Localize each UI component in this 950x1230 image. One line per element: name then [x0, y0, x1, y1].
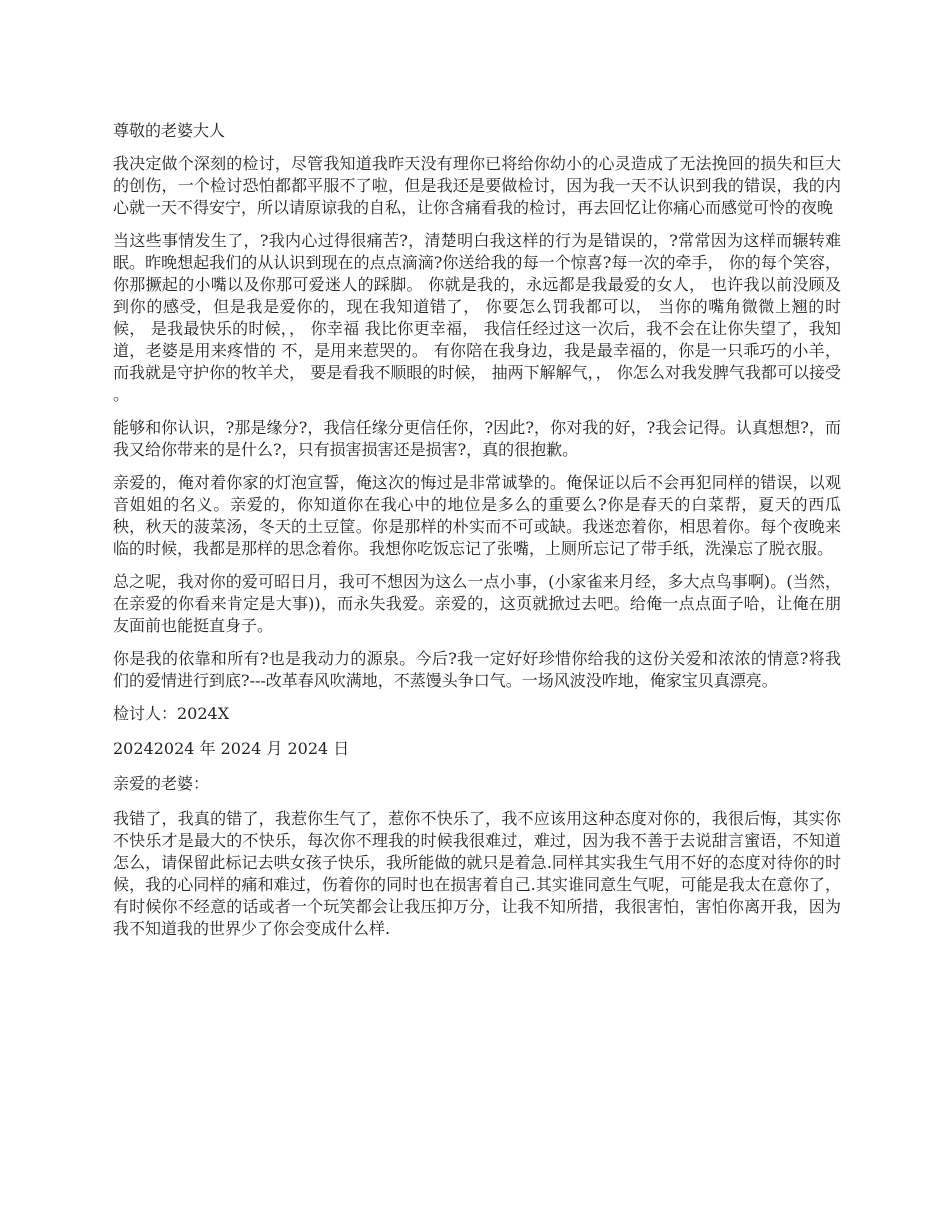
- date: 20242024 年 2024 月 2024 日: [113, 739, 350, 758]
- paragraph-4: 亲爱的，俺对着你家的灯泡宣誓，俺这次的悔过是非常诚挚的。俺保证以后不会再犯同样的错误，以观音姐姐的名义。亲爱的，你知道你在我心中的地位是多么的重要么?你是春天的白菜帮，夏天的西瓜秧，秋天的菠菜汤，冬天的土豆筐。你是那样的朴实而不可或缺。我迷恋着你，相思着你。每个夜晚来临的时候，我都是那样的思念着你。我想你吃饭忘记了张嘴，上厕所忘记了带手纸，洗澡忘了脱衣服。: [113, 473, 841, 558]
- paragraph-2: 当这些事情发生了，?我内心过得很痛苦?，清楚明白我这样的行为是错误的，?常常因为这样而辗转难眠。昨晚想起我们的从认识到现在的点点滴滴?你送给我的每一个惊喜?每一次的牵手， 你的每个笑容， 你那撅起的小嘴以及你那可爱迷人的踩脚。 你就是我的，永远都是我最爱的女人， 也许我以前没顾及到你的感受，但是我是爱你的，现在我知道错了， 你要怎么罚我都可以， 当你的嘴角微微上翘的时候， 是我最快乐的时候，， 你幸福 我比你更幸福， 我信任经过这一次后，我不会在让你失望了，我知道，老婆是用来疼惜的 不，是用来惹哭的。 有你陪在我身边，我是最幸福的，你是一只乖巧的小羊，而我就是守护你的牧羊犬， 要是看我不顺眼的时候， 抽两下解解气，， 你怎么对我发脾气我都可以接受 。: [113, 231, 841, 404]
- paragraph-3: 能够和你认识，?那是缘分?，我信任缘分更信任你，?因此?，你对我的好，?我会记得。认真想想?，而我又给你带来的是什么?，只有损害损害还是损害?，真的很抱歉。: [113, 418, 841, 459]
- greeting-2: 亲爱的老婆：: [113, 774, 210, 793]
- paragraph-6: 你是我的依靠和所有?也是我动力的源泉。今后?我一定好好珍惜你给我的这份关爱和浓浓的情意?将我们的爱情进行到底?---改革春风吹满地，不蒸馒头争口气。一场风波没咋地，俺家宝贝真漂亮。: [113, 649, 841, 690]
- paragraph-1: 我决定做个深刻的检讨，尽管我知道我昨天没有理你已将给你幼小的心灵造成了无法挽回的损失和巨大的创伤，一个检讨恐怕都都平服不了啦，但是我还是要做检讨，因为我一天不认识到我的错误，我的内心就一天不得安宁，所以请原谅我的自私，让你含痛看我的检讨，再去回忆让你痛心而感觉可怜的夜晚: [113, 154, 841, 217]
- greeting: 尊敬的老婆大人: [113, 121, 226, 140]
- signature: 检讨人：2024X: [113, 704, 230, 723]
- document-page: [113, 120, 841, 951]
- paragraph-7: 我错了，我真的错了，我惹你生气了，惹你不快乐了，我不应该用这种态度对你的，我很后悔，其实你不快乐才是最大的不快乐，每次你不理我的时候我很难过，难过，因为我不善于去说甜言蜜语，不知道怎么，请保留此标记去哄女孩子快乐，我所能做的就只是着急.同样其实我生气用不好的态度对待你的时候，我的心同样的痛和难过，伤着你的同时也在损害着自己.其实谁同意生气呢，可能是我太在意你了，有时候你不经意的话或者一个玩笑都会让我压抑万分，让我不知所措，我很害怕，害怕你离开我，因为我不知道我的世界少了你会变成什么样.: [113, 809, 841, 938]
- paragraph-5: 总之呢，我对你的爱可昭日月，我可不想因为这么一点小事，(小家雀来月经，多大点鸟事啊)。(当然，在亲爱的你看来肯定是大事))，而永失我爱。亲爱的，这页就掀过去吧。给俺一点点面子哈，让俺在朋友面前也能挺直身子。: [113, 572, 841, 635]
